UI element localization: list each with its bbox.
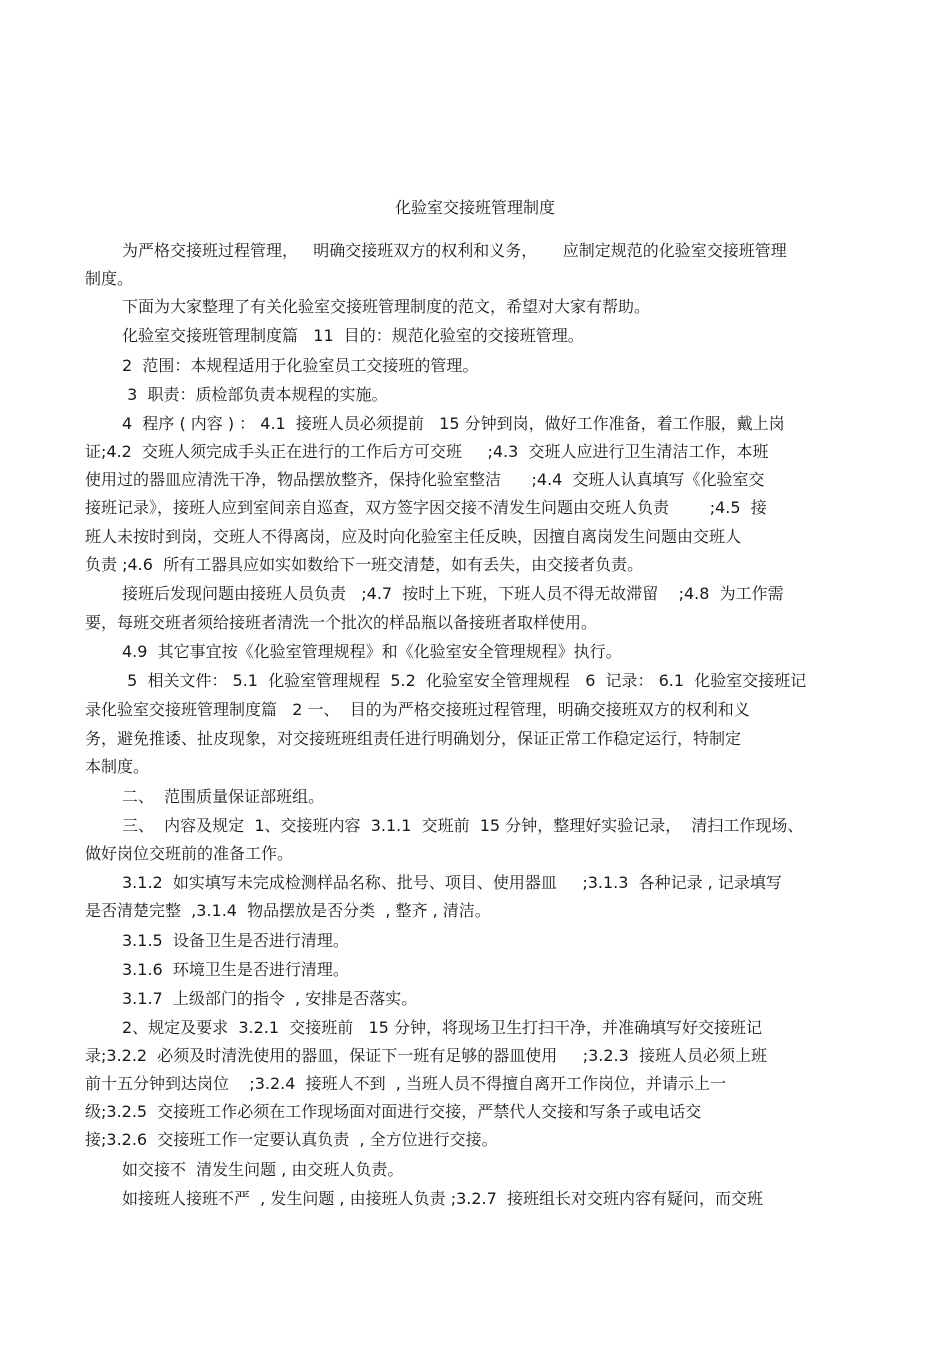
paragraph-line: 要，每班交班者须给接班者清洗一个批次的样品瓶以备接班者取样使用。 — [85, 613, 598, 632]
paragraph-line: 负责 ;4.6 所有工器具应如实如数给下一班交清楚，如有丢失，由交接者负责。 — [85, 555, 644, 574]
paragraph-line: 接班记录》，接班人应到室间亲自巡查，双方签字因交接不清发生问题由交班人负责 ;4.5 接 — [85, 498, 767, 517]
paragraph-line: 3.1.2 如实填写未完成检测样品名称、批号、项目、使用器皿 ;3.1.3 各种记录 , 记录填写 — [122, 873, 782, 892]
paragraph-line: 2、规定及要求 3.2.1 交接班前 15 分钟，将现场卫生打扫干净，并准确填写好交接班记 — [122, 1018, 762, 1037]
paragraph-line: 三、 内容及规定 1、交接班内容 3.1.1 交班前 15 分钟，整理好实验记录， 清扫工作现场、 — [122, 816, 804, 835]
paragraph-line: 为严格交接班过程管理， 明确交接班双方的权利和义务， 应制定规范的化验室交接班管理 — [122, 241, 787, 260]
paragraph-line: 前十五分钟到达岗位 ;3.2.4 接班人不到 , 当班人员不得擅自离开工作岗位，并请示上一 — [85, 1074, 726, 1093]
paragraph-line: 本制度。 — [85, 757, 150, 776]
paragraph-line: 3.1.7 上级部门的指令 , 安排是否落实。 — [122, 989, 418, 1008]
paragraph-line: 是否清楚完整 ,3.1.4 物品摆放是否分类 , 整齐 , 清洁。 — [85, 901, 491, 920]
paragraph-line: 如交接不 清发生问题 , 由交班人负责。 — [122, 1160, 404, 1179]
paragraph-line: 级;3.2.5 交接班工作必须在工作现场面对面进行交接，严禁代人交接和写条子或电话交 — [85, 1102, 702, 1121]
paragraph-line: 证;4.2 交班人须完成手头正在进行的工作后方可交班 ;4.3 交班人应进行卫生清洁工作，本班 — [85, 442, 769, 461]
paragraph-line: 5 相关文件： 5.1 化验室管理规程 5.2 化验室安全管理规程 6 记录： 6.1 化验室交接班记 — [122, 671, 807, 690]
paragraph-line: 做好岗位交班前的准备工作。 — [85, 844, 294, 863]
paragraph-line: 如接班人接班不严 , 发生问题 , 由接班人负责 ;3.2.7 接班组长对交班内容有疑问，而交班 — [122, 1189, 763, 1208]
paragraph-line: 二、 范围质量保证部班组。 — [122, 787, 325, 806]
paragraph-line: 接;3.2.6 交接班工作一定要认真负责 , 全方位进行交接。 — [85, 1130, 498, 1149]
paragraph-line: 接班后发现问题由接班人员负责 ;4.7 按时上下班，下班人员不得无故滞留 ;4.8 为工作需 — [122, 584, 784, 603]
paragraph-line: 录化验室交接班管理制度篇 2 一、 目的为严格交接班过程管理，明确交接班双方的权利和义 — [85, 700, 750, 719]
paragraph-line: 4.9 其它事宜按《化验室管理规程》和《化验室安全管理规程》执行。 — [122, 642, 622, 661]
paragraph-line: 使用过的器皿应清洗干净，物品摆放整齐，保持化验室整洁 ;4.4 交班人认真填写《化验室交 — [85, 470, 765, 489]
paragraph-line: 化验室交接班管理制度篇 11 目的：规范化验室的交接班管理。 — [122, 326, 584, 345]
paragraph-line: 2 范围：本规程适用于化验室员工交接班的管理。 — [122, 356, 479, 375]
paragraph-line: 3 职责：质检部负责本规程的实施。 — [122, 385, 388, 404]
paragraph-line: 录;3.2.2 必须及时清洗使用的器皿，保证下一班有足够的器皿使用 ;3.2.3 接班人员必须上班 — [85, 1046, 767, 1065]
paragraph-line: 下面为大家整理了有关化验室交接班管理制度的范文，希望对大家有帮助。 — [122, 297, 651, 316]
paragraph-line: 班人未按时到岗，交班人不得离岗，应及时向化验室主任反映，因擅自离岗发生问题由交班人 — [85, 527, 742, 546]
document-title: 化验室交接班管理制度 — [394, 198, 555, 217]
paragraph-line: 3.1.6 环境卫生是否进行清理。 — [122, 960, 349, 979]
paragraph-line: 4 程序 ( 内容 ) ： 4.1 接班人员必须提前 15 分钟到岗，做好工作准备，着工作服，戴上岗 — [122, 414, 785, 433]
paragraph-line: 务，避免推诿、扯皮现象，对交接班班组责任进行明确划分，保证正常工作稳定运行，特制定 — [85, 729, 742, 748]
paragraph-line: 制度。 — [85, 269, 134, 288]
paragraph-line: 3.1.5 设备卫生是否进行清理。 — [122, 931, 349, 950]
